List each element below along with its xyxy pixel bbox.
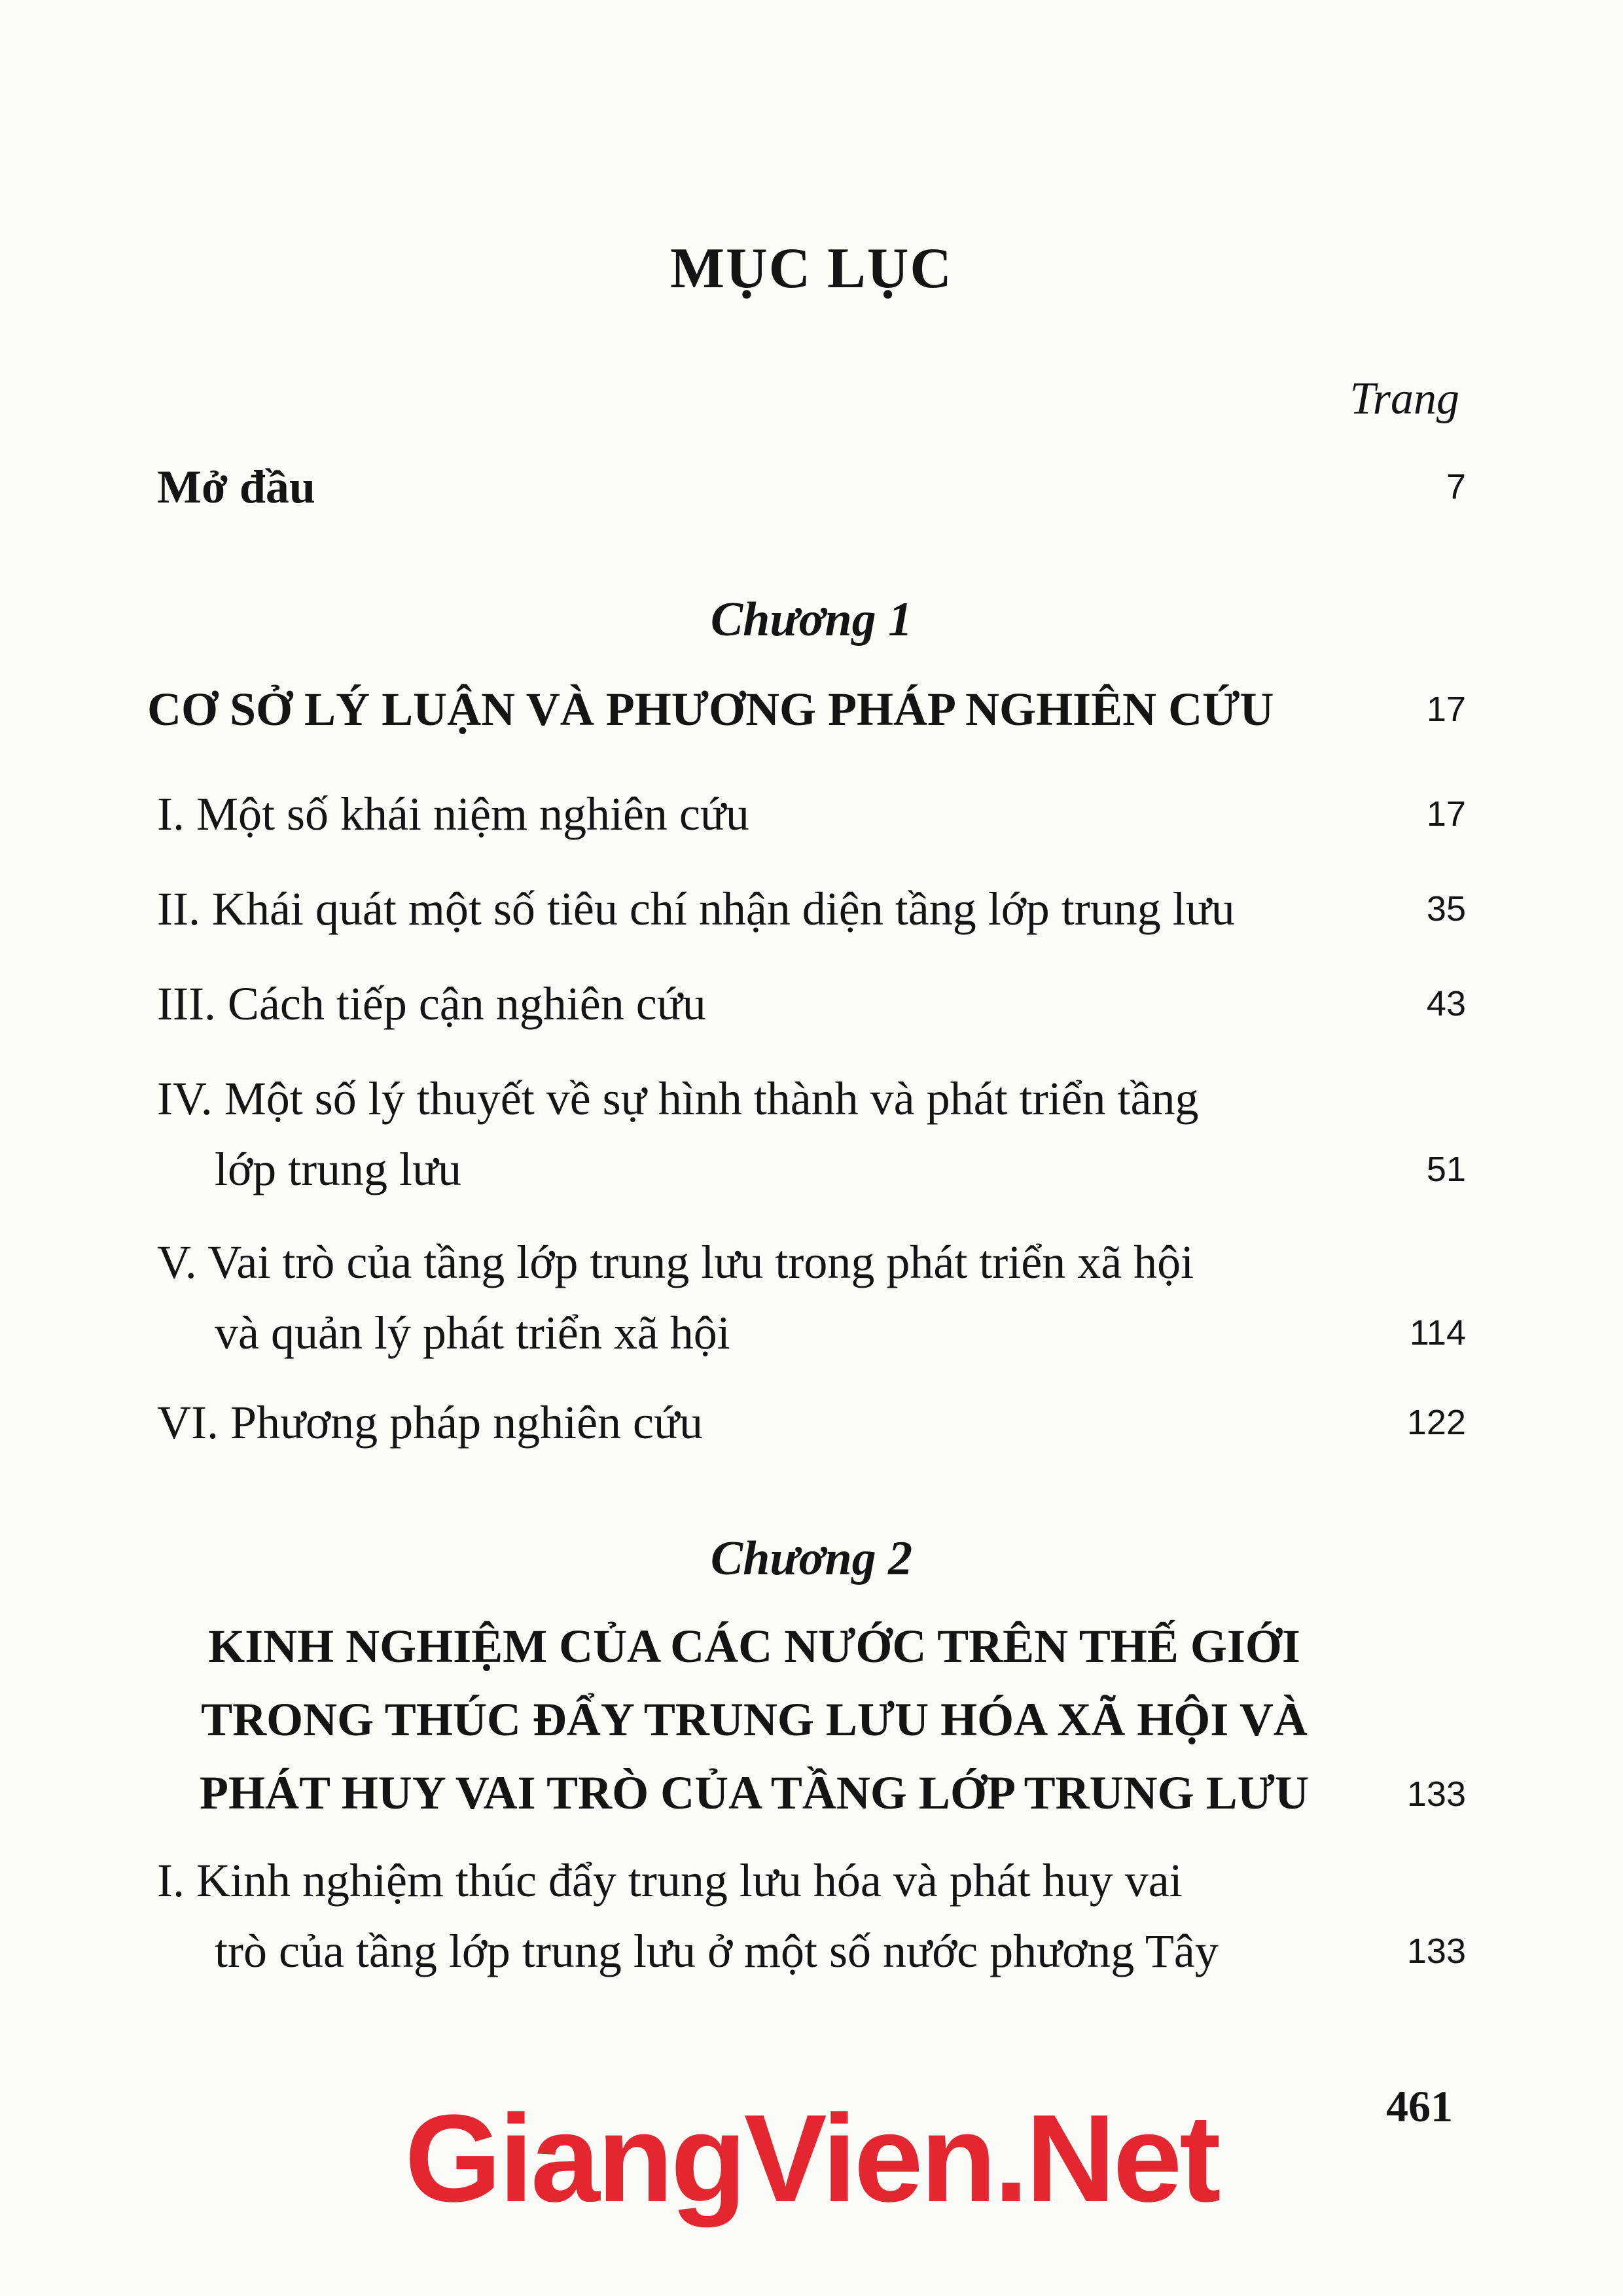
toc-entry-section[interactable]: [157, 874, 1466, 944]
watermark-logo: GiangVien.Net: [404, 2089, 1219, 2228]
toc-entry-line1: V. Vai trò của tầng lớp trung lưu trong phát triển xã hội: [157, 1236, 1194, 1288]
toc-entry-label: VI. Phương pháp nghiên cứu: [157, 1396, 704, 1449]
toc-entry-line1: IV. Một số lý thuyết về sự hình thành và phát triển tầng: [157, 1072, 1199, 1125]
toc-entry-page: 114: [1409, 1313, 1466, 1352]
chapter-heading-line1: KINH NGHIỆM CỦA CÁC NƯỚC TRÊN THẾ GIỚI: [208, 1620, 1300, 1672]
toc-entry-page: 43: [1426, 984, 1466, 1023]
toc-entry-label: [157, 1845, 1361, 1987]
chapter-2-heading[interactable]: [147, 1610, 1466, 1829]
page-title: MỤC LỤC: [670, 237, 953, 300]
toc-entry-page: 133: [1406, 1932, 1466, 1971]
toc-entry-section[interactable]: [157, 1227, 1466, 1368]
chapter-heading-text: CƠ SỞ LÝ LUẬN VÀ PHƯƠNG PHÁP NGHIÊN CỨU: [147, 683, 1274, 735]
chapter-heading-line3: PHÁT HUY VAI TRÒ CỦA TẦNG LỚP TRUNG LƯU: [200, 1767, 1309, 1819]
toc-entry-section[interactable]: [157, 968, 1466, 1039]
toc-entry-page: 51: [1426, 1150, 1466, 1189]
toc-entry-line2: trò của tầng lớp trung lưu ở một số nước phương Tây: [215, 1925, 1219, 1977]
toc-entry-label: [157, 1063, 1361, 1205]
chapter-heading-page: 133: [1406, 1775, 1466, 1814]
toc-entry-page: 35: [1426, 889, 1466, 928]
toc-entry-label: Mở đầu: [157, 461, 315, 513]
chapter-1-heading[interactable]: [147, 674, 1466, 745]
chapter-1-label: Chương 1: [710, 593, 913, 646]
toc-entry-label: III. Cách tiếp cận nghiên cứu: [157, 978, 706, 1030]
page-number: 461: [1386, 2081, 1453, 2131]
toc-entry-line2: và quản lý phát triển xã hội: [215, 1307, 730, 1359]
toc-entry-label: I. Một số khái niệm nghiên cứu: [157, 788, 749, 840]
chapter-heading-text: [147, 1610, 1361, 1829]
toc-entry-label: II. Khái quát một số tiêu chí nhận diện tầng lớp trung lưu: [157, 883, 1235, 935]
toc-entry-label: [157, 1227, 1361, 1368]
toc-entry-page: 7: [1446, 467, 1466, 506]
chapter-heading-page: 17: [1426, 690, 1466, 729]
toc-entry-section[interactable]: [157, 779, 1466, 849]
toc-entry-line2: lớp trung lưu: [215, 1143, 462, 1195]
toc-entry-page: 17: [1426, 794, 1466, 834]
page-column-label: Trang: [1349, 374, 1459, 424]
toc-entry-section[interactable]: [157, 1845, 1466, 1987]
toc-entry-page: 122: [1406, 1403, 1466, 1442]
toc-entry-intro[interactable]: [157, 451, 1466, 522]
toc-entry-section[interactable]: [157, 1387, 1466, 1458]
toc-entry-section[interactable]: [157, 1063, 1466, 1205]
chapter-2-label: Chương 2: [710, 1532, 913, 1585]
toc-entry-line1: I. Kinh nghiệm thúc đẩy trung lưu hóa và phát huy vai: [157, 1854, 1183, 1907]
chapter-heading-line2: TRONG THÚC ĐẨY TRUNG LƯU HÓA XÃ HỘI VÀ: [201, 1693, 1308, 1746]
